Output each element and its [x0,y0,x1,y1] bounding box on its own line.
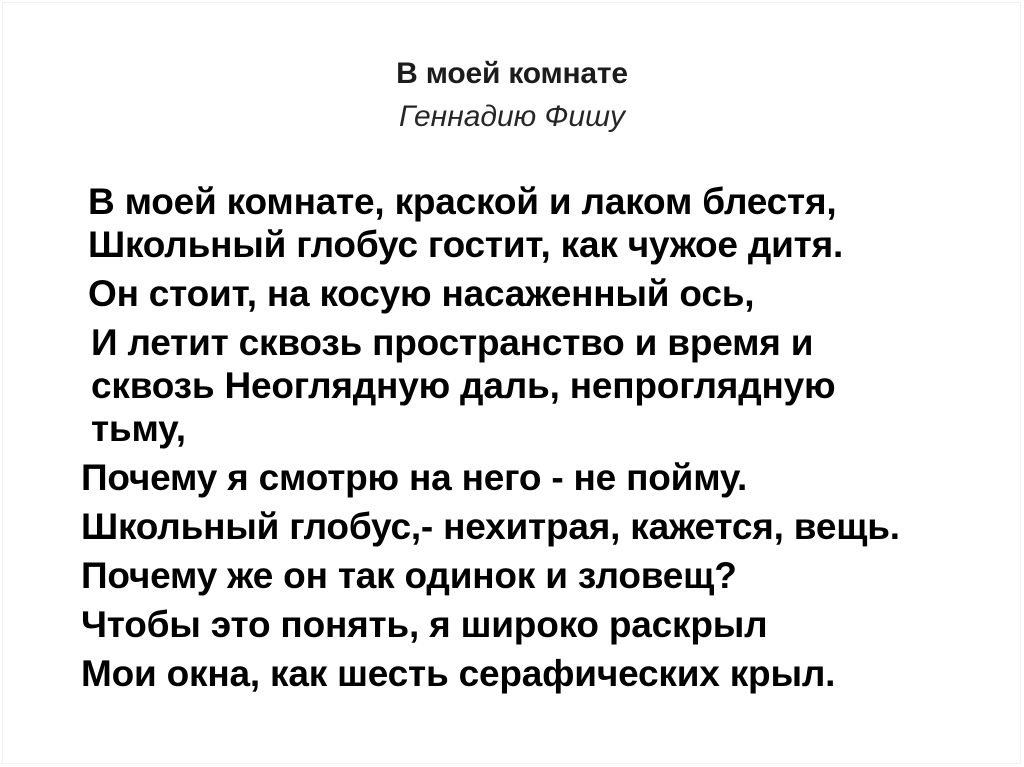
poem-line: Почему же он так одинок и зловещ? [81,555,737,596]
poem-line: В моей комнате, краской и лаком блестя, [88,181,837,222]
dedication: Геннадию Фишу [399,100,625,133]
poem-line: Чтобы это понять, я широко раскрыл [81,604,768,645]
poem-body [0,180,1024,695]
poem-line: тьму, [91,408,186,449]
poem-line: И летит сквозь пространство и время и [91,322,814,363]
slide-header [0,0,1024,138]
poem-line: Мои окна, как шесть серафических крыл. [81,653,836,694]
slide-title: В моей комнате [396,57,628,90]
poem-line: сквозь Неоглядную даль, непроглядную [91,365,836,406]
poem-line: Школьный глобус,- нехитрая, кажется, вещь. [81,506,900,547]
poem-line: Школьный глобус гостит, как чужое дитя. [88,224,844,265]
poem-line: Почему я смотрю на него - не пойму. [81,457,748,498]
poem-line: Он стоит, на косую насаженный ось, [88,273,755,314]
